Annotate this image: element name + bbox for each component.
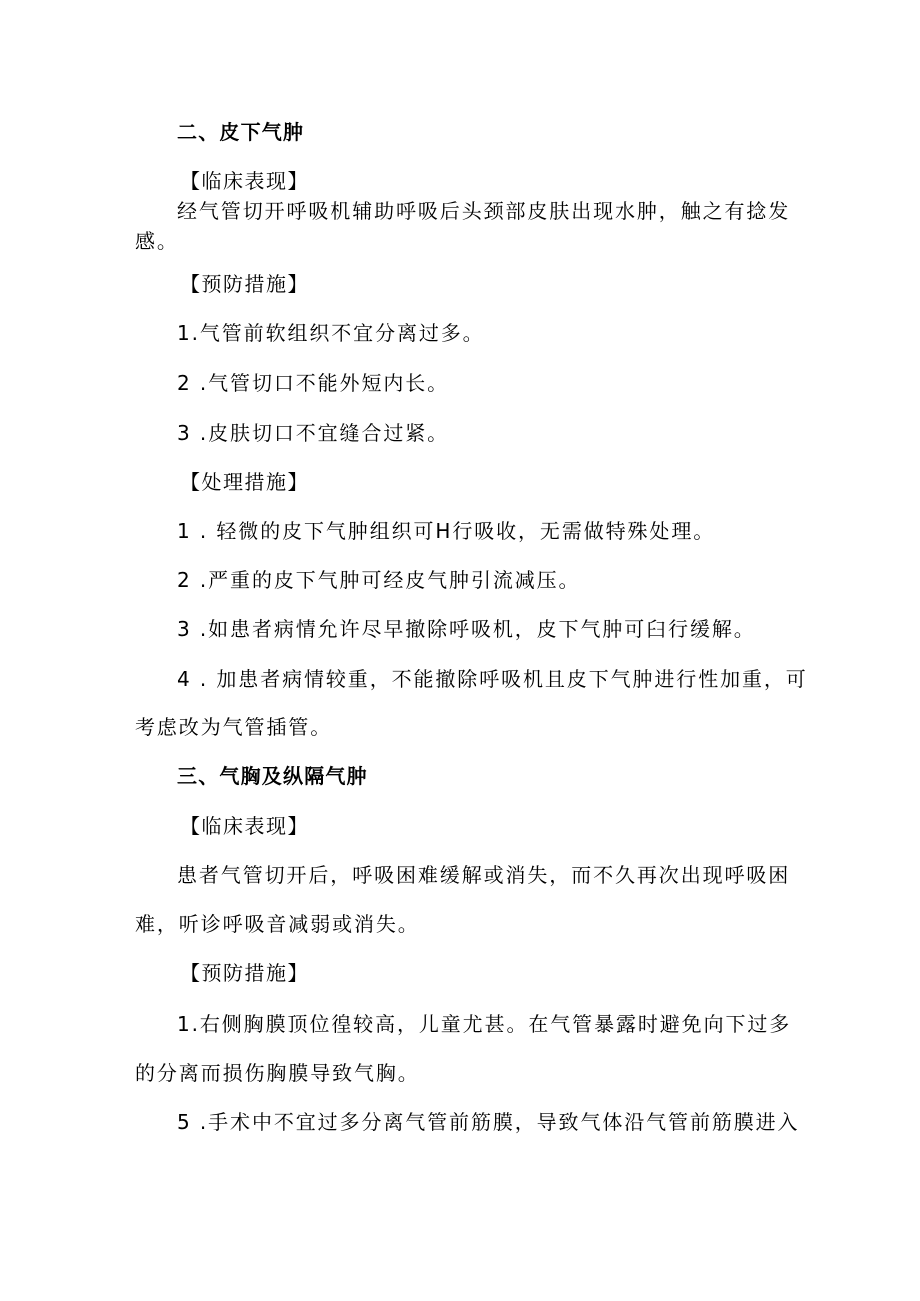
clinical-text-line: 感。 <box>135 229 179 253</box>
prevention-item: 1.气管前软组织不宜分离过多。 <box>177 321 485 345</box>
treatment-item: 1 . 轻微的皮下气肿组织可H行吸收，无需做特殊处理。 <box>177 519 716 543</box>
clinical-text-line: 经气管切开呼吸机辅助呼吸后头颈部皮肤出现水肿，触之有捻发 <box>177 199 791 223</box>
section-heading-subcutaneous-emphysema: 二、皮下气肿 <box>177 120 305 144</box>
prevention-title: 【预防措施】 <box>180 272 309 296</box>
clinical-text-line: 患者气管切开后，呼吸困难缓解或消失，而不久再次出现呼吸困 <box>177 863 791 887</box>
prevention-item-continuation: 的分离而损伤胸膜导致气胸。 <box>135 1061 420 1085</box>
prevention-item: 5 .手术中不宜过多分离气管前筋膜，导致气体沿气管前筋膜进入 <box>177 1110 800 1134</box>
prevention-item: 3 .皮肤切口不宜缝合过紧。 <box>177 421 450 445</box>
treatment-item: 4 . 加患者病情较重，不能撤除呼吸机且皮下气肿进行性加重，可 <box>177 667 808 691</box>
treatment-item: 2 .严重的皮下气肿可经皮气肿引流减压。 <box>177 568 581 592</box>
treatment-item-continuation: 考虑改为气管插管。 <box>135 715 333 739</box>
prevention-item: 1.右侧胸膜顶位徨较高，儿童尤甚。在气管暴露时避免向下过多 <box>177 1012 792 1036</box>
prevention-item: 2 .气管切口不能外短内长。 <box>177 371 450 395</box>
prevention-title: 【预防措施】 <box>180 961 309 985</box>
clinical-text-line: 难，听诊呼吸音减弱或消失。 <box>135 912 420 936</box>
treatment-item: 3 .如患者病情允许尽早撤除呼吸机，皮下气肿可臼行缓解。 <box>177 617 756 641</box>
clinical-manifestation-title: 【临床表现】 <box>180 169 309 193</box>
clinical-manifestation-title: 【临床表现】 <box>180 814 309 838</box>
section-heading-pneumothorax: 三、气胸及纵隔气肿 <box>177 764 368 788</box>
treatment-title: 【处理措施】 <box>180 470 309 494</box>
